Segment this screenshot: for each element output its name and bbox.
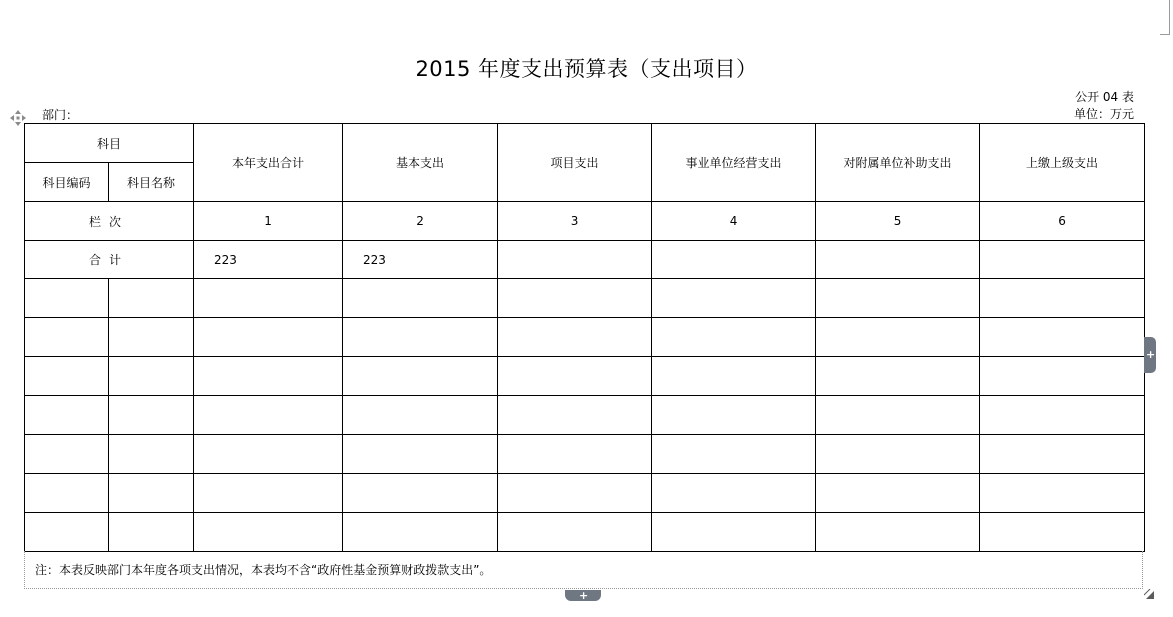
table-cell[interactable] [194, 279, 343, 318]
table-cell[interactable] [816, 396, 980, 435]
header-row [25, 124, 1145, 163]
table-cell[interactable] [498, 513, 652, 552]
table-row [25, 279, 1145, 318]
table-row [25, 318, 1145, 357]
column-header: 事业单位经营支出 [652, 124, 816, 202]
table-row [25, 357, 1145, 396]
table-cell[interactable] [194, 357, 343, 396]
column-header: 上缴上级支出 [980, 124, 1145, 202]
table-cell[interactable] [194, 435, 343, 474]
table-cell[interactable] [498, 396, 652, 435]
table-cell[interactable] [652, 279, 816, 318]
form-code: 公开 04 表 [1075, 90, 1134, 104]
table-cell[interactable] [980, 279, 1145, 318]
column-number-cell[interactable]: 6 [980, 202, 1145, 241]
subject-name-header: 科目名称 [109, 163, 194, 202]
table-cell[interactable] [109, 435, 194, 474]
table-cell[interactable] [194, 396, 343, 435]
add-column-button[interactable] [1144, 337, 1156, 373]
total-label: 合计 [25, 241, 194, 279]
total-cell[interactable] [980, 241, 1145, 279]
add-row-button[interactable] [565, 590, 601, 601]
table-cell[interactable] [652, 318, 816, 357]
column-number-label: 栏次 [25, 202, 194, 241]
column-header: 基本支出 [343, 124, 498, 202]
note-box[interactable] [24, 551, 1143, 589]
table-row [25, 513, 1145, 552]
table-cell[interactable] [343, 474, 498, 513]
table-cell[interactable] [498, 357, 652, 396]
table-cell[interactable] [980, 474, 1145, 513]
total-cell[interactable]: 223 [343, 241, 498, 279]
page-corner-mark [1160, 0, 1170, 35]
table-cell[interactable] [109, 396, 194, 435]
table-cell[interactable] [816, 357, 980, 396]
total-row [25, 241, 1145, 279]
table-cell[interactable] [109, 513, 194, 552]
table-cell[interactable] [25, 474, 109, 513]
table-cell[interactable] [25, 396, 109, 435]
table-cell[interactable] [343, 318, 498, 357]
table-cell[interactable] [816, 513, 980, 552]
table-cell[interactable] [498, 435, 652, 474]
total-cell[interactable] [652, 241, 816, 279]
table-cell[interactable] [25, 435, 109, 474]
unit-label: 单位：万元 [1073, 107, 1134, 121]
table-cell[interactable] [980, 435, 1145, 474]
table-cell[interactable] [343, 396, 498, 435]
table-cell[interactable] [816, 474, 980, 513]
table-row [25, 396, 1145, 435]
table-cell[interactable] [25, 279, 109, 318]
table-cell[interactable] [25, 513, 109, 552]
table-cell[interactable] [498, 279, 652, 318]
column-number-cell[interactable]: 5 [816, 202, 980, 241]
table-cell[interactable] [109, 279, 194, 318]
table-row [25, 435, 1145, 474]
column-header: 项目支出 [498, 124, 652, 202]
table-cell[interactable] [980, 396, 1145, 435]
table-cell[interactable] [109, 474, 194, 513]
department-label: 部门： [42, 108, 79, 122]
table-cell[interactable] [652, 396, 816, 435]
column-number-cell[interactable]: 2 [343, 202, 498, 241]
column-header: 本年支出合计 [194, 124, 343, 202]
table-cell[interactable] [109, 318, 194, 357]
table-row [25, 474, 1145, 513]
subject-group-header: 科目 [25, 124, 194, 163]
total-cell[interactable]: 223 [194, 241, 343, 279]
table-cell[interactable] [25, 318, 109, 357]
table-cell[interactable] [343, 513, 498, 552]
total-cell[interactable] [816, 241, 980, 279]
table-cell[interactable] [25, 357, 109, 396]
table-cell[interactable] [652, 474, 816, 513]
table-cell[interactable] [498, 474, 652, 513]
column-number-row [25, 202, 1145, 241]
column-number-cell[interactable]: 1 [194, 202, 343, 241]
table-cell[interactable] [816, 279, 980, 318]
table-cell[interactable] [652, 435, 816, 474]
total-cell[interactable] [498, 241, 652, 279]
table-cell[interactable] [194, 513, 343, 552]
table-cell[interactable] [652, 513, 816, 552]
budget-table [24, 123, 1145, 552]
table-cell[interactable] [109, 357, 194, 396]
table-cell[interactable] [980, 357, 1145, 396]
document-title: 2015 年度支出预算表（支出项目） [415, 57, 758, 81]
table-cell[interactable] [980, 513, 1145, 552]
table-cell[interactable] [816, 435, 980, 474]
column-number-cell[interactable]: 3 [498, 202, 652, 241]
column-header: 对附属单位补助支出 [816, 124, 980, 202]
subject-code-header: 科目编码 [25, 163, 109, 202]
table-cell[interactable] [980, 318, 1145, 357]
table-cell[interactable] [343, 279, 498, 318]
table-cell[interactable] [498, 318, 652, 357]
table-cell[interactable] [816, 318, 980, 357]
table-cell[interactable] [194, 474, 343, 513]
table-cell[interactable] [343, 357, 498, 396]
table-cell[interactable] [343, 435, 498, 474]
plus-icon: + [579, 589, 589, 602]
plus-icon: + [1146, 348, 1156, 361]
table-cell[interactable] [194, 318, 343, 357]
note-text: 注：本表反映部门本年度各项支出情况，本表均不含“政府性基金预算财政拨款支出”。 [35, 563, 492, 577]
column-number-cell[interactable]: 4 [652, 202, 816, 241]
table-cell[interactable] [652, 357, 816, 396]
form-meta [1074, 89, 1134, 123]
resize-icon[interactable] [1144, 589, 1155, 600]
